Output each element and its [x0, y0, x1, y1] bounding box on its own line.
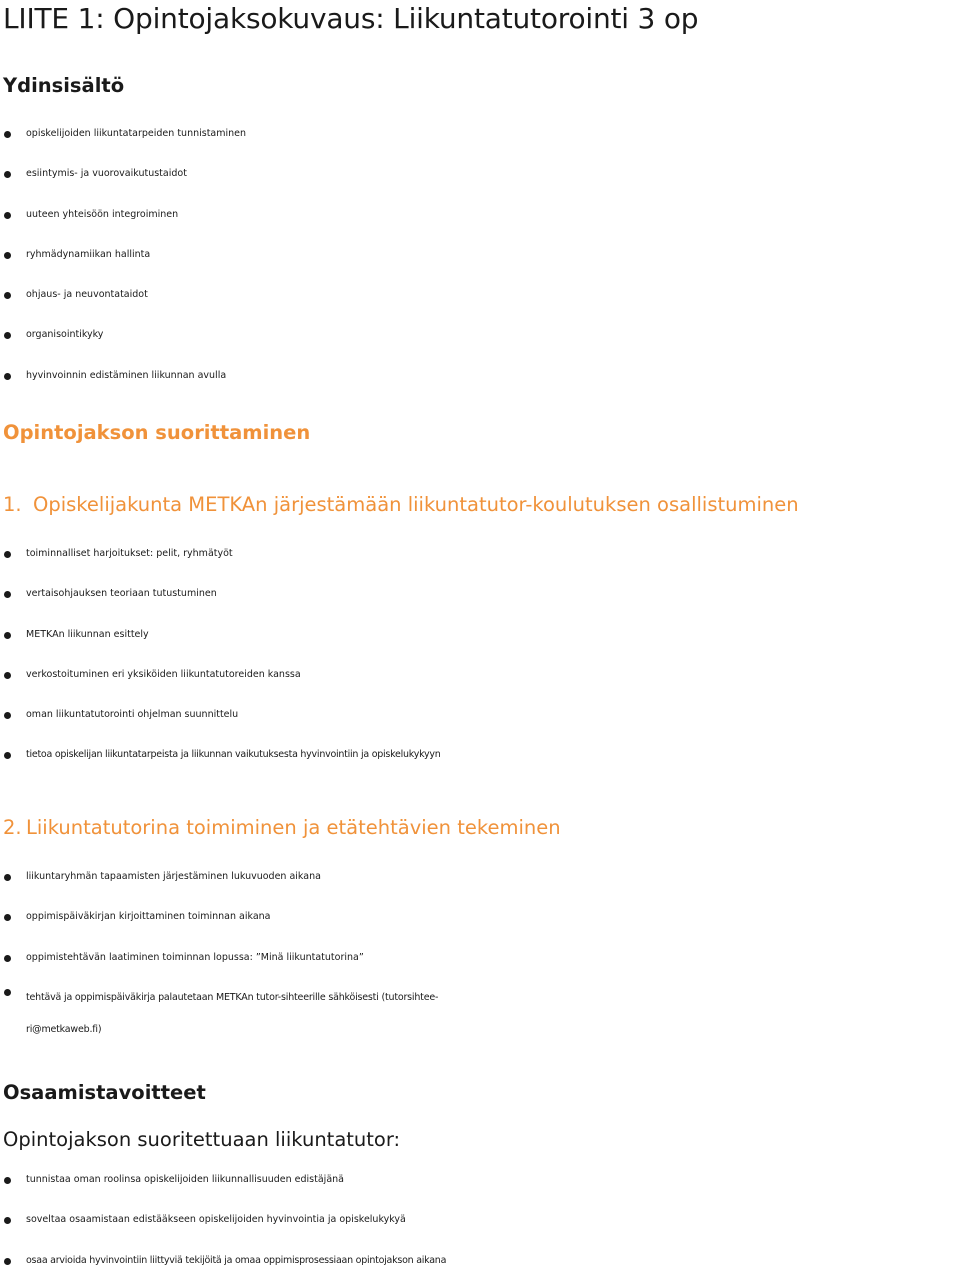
part1-heading — [3, 492, 799, 518]
bullet-icon — [4, 874, 11, 881]
bullet-icon — [4, 212, 11, 219]
part2-number: 2. — [3, 816, 22, 839]
list-item: tunnistaa oman roolinsa opiskelijoiden liikunnallisuuden edistäjänä — [0, 1167, 960, 1207]
list-item: oman liikuntatutorointi ohjelman suunnittelu — [0, 702, 960, 742]
part2-title: Liikuntatutorina toimiminen ja etätehtävien tekeminen — [26, 816, 561, 839]
bullet-icon — [4, 252, 11, 259]
bullet-icon — [4, 632, 11, 639]
list-item: tehtävä ja oppimispäiväkirja palautetaan METKAn tutor-sihteerille sähköisesti (tutorsihtee- ri@metkaweb.fi) — [0, 979, 960, 1059]
bullet-icon — [4, 292, 11, 299]
list-item: verkostoituminen eri yksiköiden liikuntatutoreiden kanssa — [0, 662, 960, 702]
list-item: oppimistehtävän laatiminen toiminnan lopussa: ”Minä liikuntatutorina” — [0, 945, 960, 985]
bullet-icon — [4, 171, 11, 178]
part2-list — [0, 864, 960, 1059]
list-item: organisointikyky — [0, 322, 960, 362]
osaamistavoitteet-intro: Opintojakson suoritettuaan liikuntatutor: — [3, 1128, 401, 1151]
bullet-icon — [4, 672, 11, 679]
bullet-icon — [4, 1258, 11, 1265]
list-item: uuteen yhteisöön integroiminen — [0, 202, 960, 242]
part1-list — [0, 541, 960, 783]
list-item: METKAn liikunnan esittely — [0, 622, 960, 662]
list-item: liikuntaryhmän tapaamisten järjestäminen lukuvuoden aikana — [0, 864, 960, 904]
bullet-icon — [4, 591, 11, 598]
list-item: osaa arvioida hyvinvointiin liittyviä tekijöitä ja omaa oppimisprosessiaan opintojakson aikana — [0, 1248, 960, 1288]
bullet-icon — [4, 551, 11, 558]
bullet-icon — [4, 914, 11, 921]
list-item: tietoa opiskelijan liikuntatarpeista ja liikunnan vaikutuksesta hyvinvointiin ja opiskelukykyyn — [0, 742, 960, 782]
list-item: oppimispäiväkirjan kirjoittaminen toiminnan aikana — [0, 904, 960, 944]
bullet-icon — [4, 989, 11, 996]
bullet-icon — [4, 712, 11, 719]
list-item: hyvinvoinnin edistäminen liikunnan avulla — [0, 363, 960, 403]
heading-osaamistavoitteet: Osaamistavoitteet — [3, 1081, 206, 1104]
list-item: toiminnalliset harjoitukset: pelit, ryhmätyöt — [0, 541, 960, 581]
bullet-icon — [4, 1217, 11, 1224]
part1-title: Opiskelijakunta METKAn järjestämään liikuntatutor-koulutuksen osallistuminen — [33, 493, 799, 516]
bullet-icon — [4, 752, 11, 759]
part1-number: 1. — [3, 493, 22, 516]
bullet-icon — [4, 373, 11, 380]
bullet-icon — [4, 131, 11, 138]
list-item: ohjaus- ja neuvontataidot — [0, 282, 960, 322]
bullet-icon — [4, 1177, 11, 1184]
list-item: ryhmädynamiikan hallinta — [0, 242, 960, 282]
heading-ydinsisalto: Ydinsisältö — [3, 74, 125, 97]
list-item: opiskelijoiden liikuntatarpeiden tunnistaminen — [0, 121, 960, 161]
ydinsisalto-list — [0, 121, 960, 403]
osaamistavoitteet-list — [0, 1167, 960, 1288]
bullet-icon — [4, 332, 11, 339]
part2-heading — [3, 815, 561, 841]
list-item: soveltaa osaamistaan edistääkseen opiskelijoiden hyvinvointia ja opiskelukykyä — [0, 1207, 960, 1247]
bullet-icon — [4, 955, 11, 962]
page-title: LIITE 1: Opintojaksokuvaus: Liikuntatutorointi 3 op — [3, 2, 699, 35]
list-item: vertaisohjauksen teoriaan tutustuminen — [0, 581, 960, 621]
heading-suorittaminen: Opintojakson suorittaminen — [3, 421, 311, 444]
list-item: esiintymis- ja vuorovaikutustaidot — [0, 161, 960, 201]
